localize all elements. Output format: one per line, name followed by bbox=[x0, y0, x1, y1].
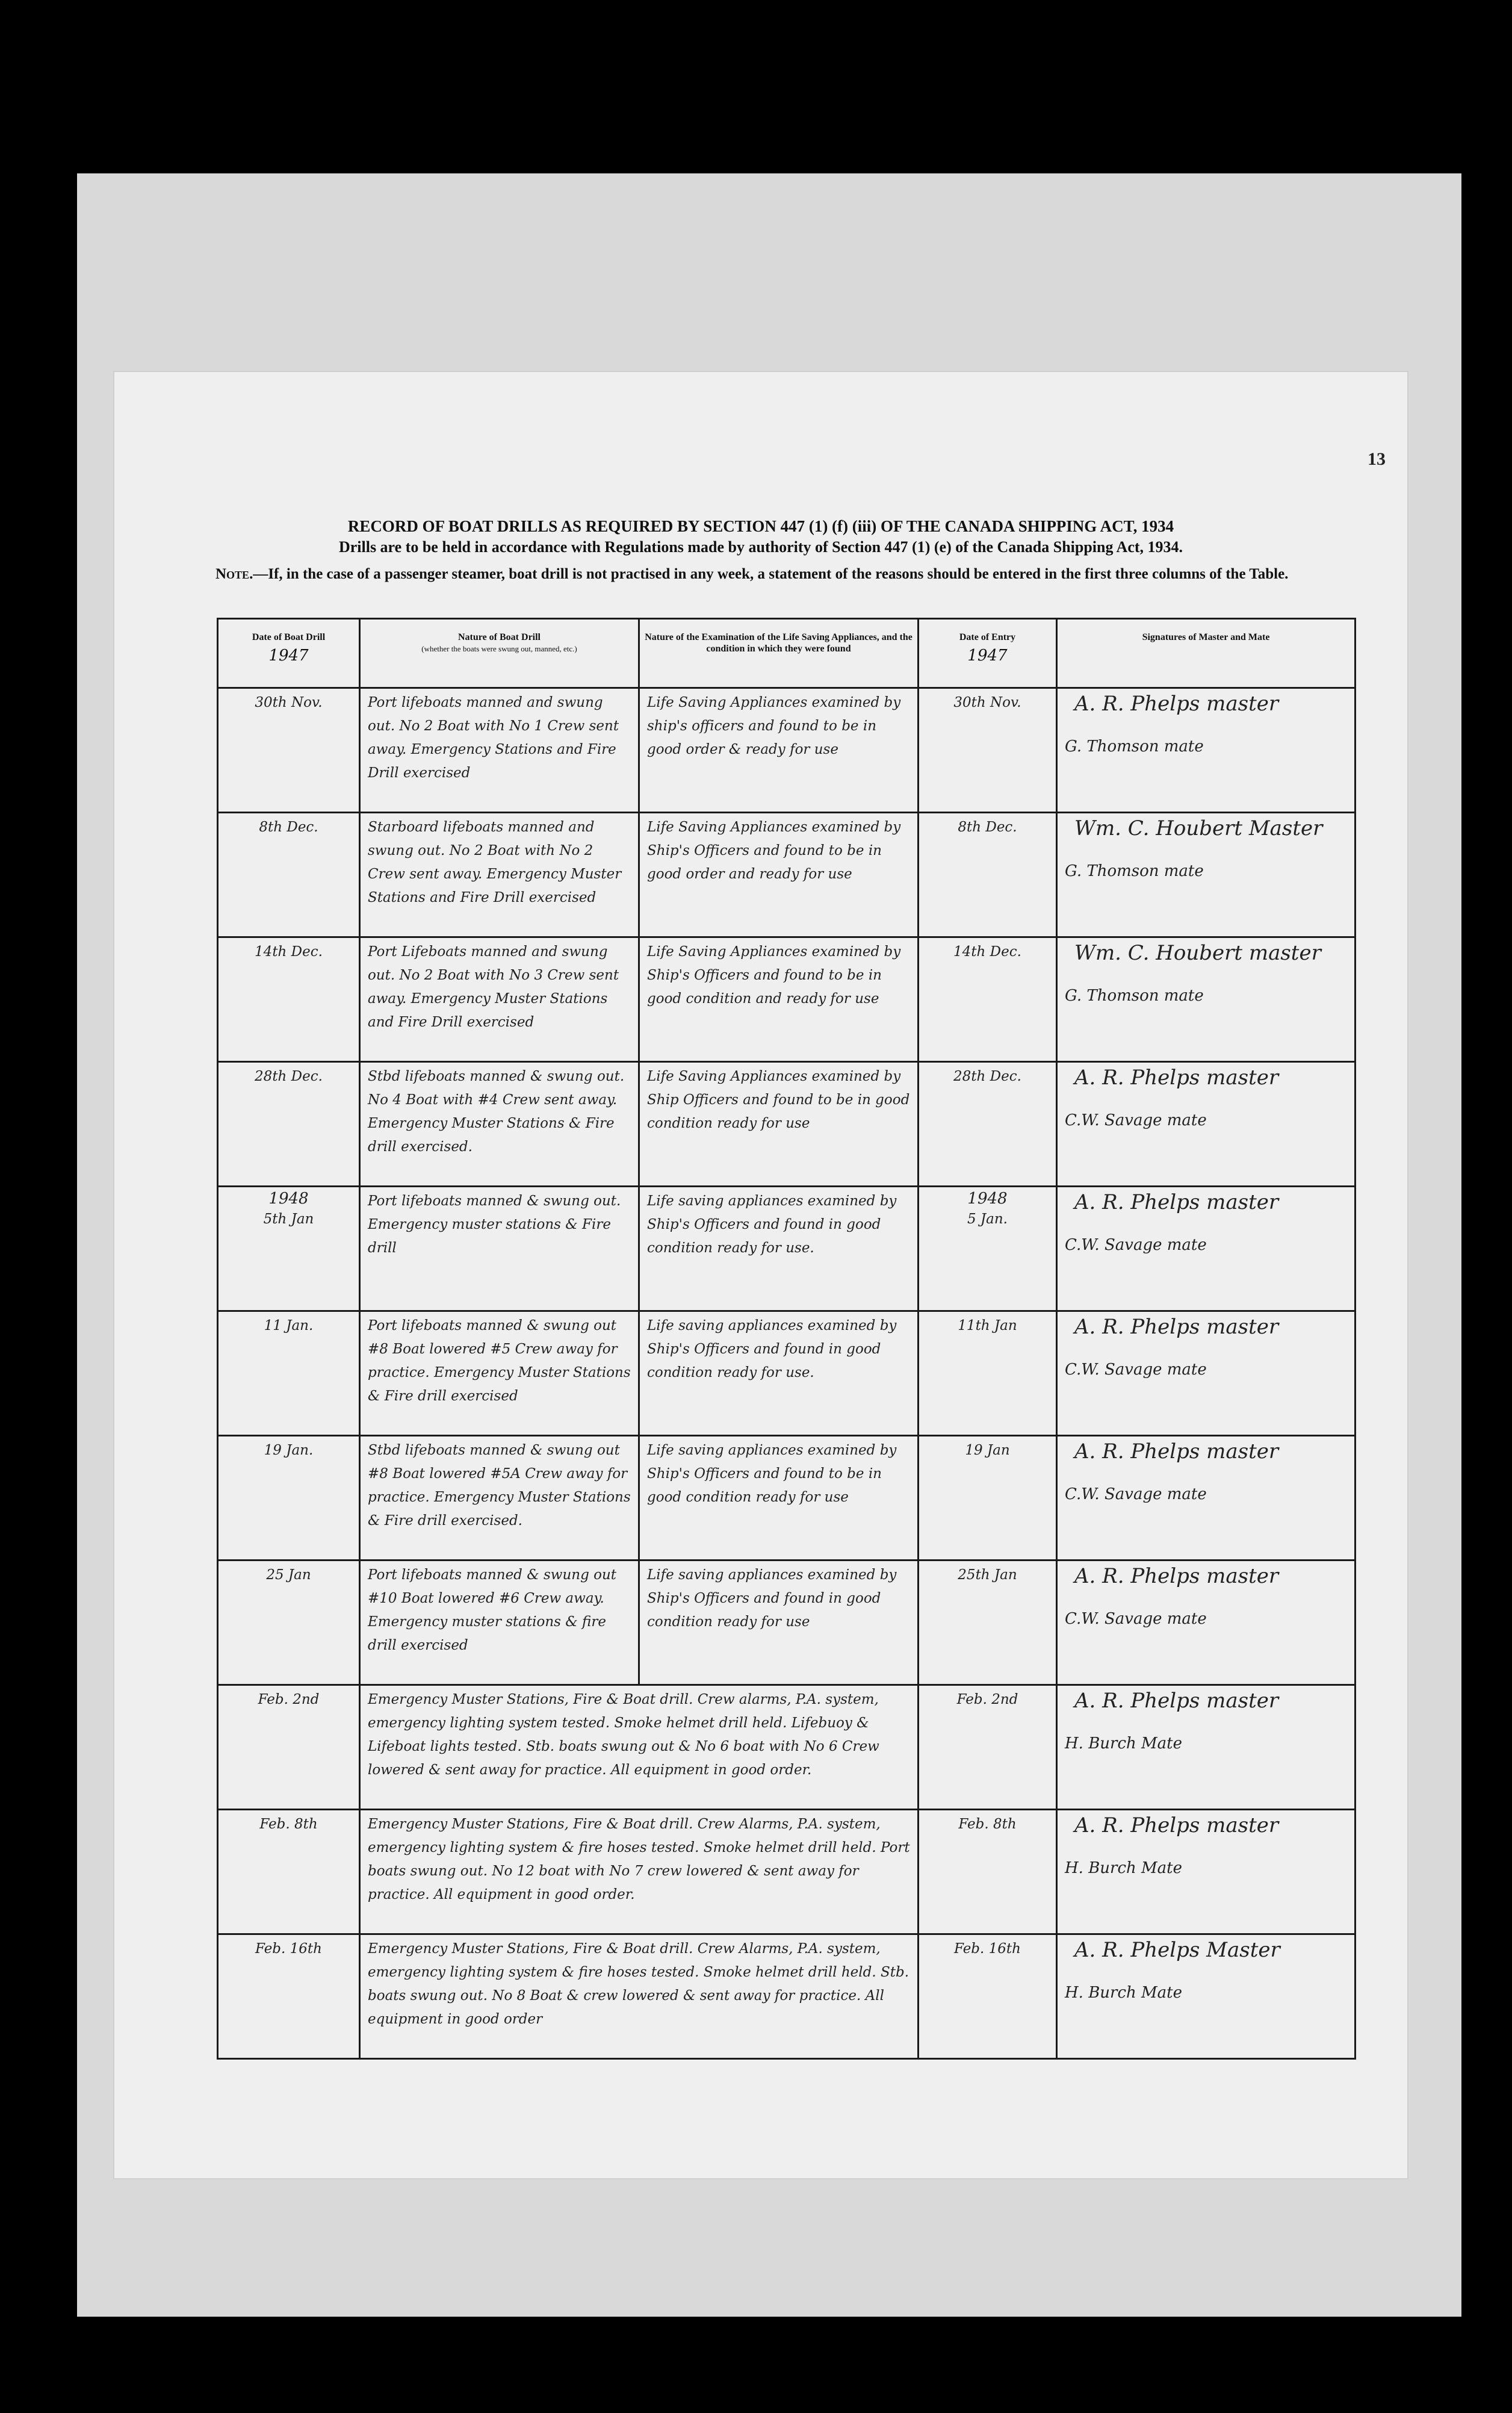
header-date-of-drill-label: Date of Boat Drill bbox=[252, 632, 326, 642]
ledger-page bbox=[114, 372, 1407, 2178]
header-date-of-entry bbox=[919, 619, 1057, 688]
table-row bbox=[218, 1561, 1356, 1685]
examination-note: Life Saving Appliances examined by Ship's Officers and found to be in good order and ready for use bbox=[639, 813, 919, 937]
mate-signature: C.W. Savage mate bbox=[1065, 1485, 1207, 1503]
drill-date: 5th Jan bbox=[263, 1211, 314, 1227]
boat-drill-table bbox=[217, 618, 1356, 2060]
drill-date: 19 Jan. bbox=[218, 1436, 360, 1561]
master-signature: Wm. C. Houbert Master bbox=[1074, 816, 1323, 840]
drill-date-cell bbox=[218, 1187, 360, 1311]
header-year: 1947 bbox=[268, 647, 309, 665]
master-signature: A. R. Phelps master bbox=[1074, 1564, 1279, 1588]
table-row bbox=[218, 688, 1356, 813]
table-header-row bbox=[218, 619, 1356, 688]
header-nature-label: Nature of Boat Drill bbox=[457, 632, 541, 642]
note-text: —If, in the case of a passenger steamer, boat drill is not practised in any week, a statement of the reasons should be entered in the first three columns of the Table. bbox=[253, 566, 1289, 582]
master-signature: A. R. Phelps Master bbox=[1074, 1938, 1280, 1962]
mate-signature: C.W. Savage mate bbox=[1065, 1111, 1207, 1129]
header-signatures-label: Signatures of Master and Mate bbox=[1142, 632, 1270, 642]
mate-signature: H. Burch Mate bbox=[1065, 1984, 1183, 2002]
entry-date: 11th Jan bbox=[919, 1311, 1057, 1436]
drill-nature: Port lifeboats manned and swung out. No 2 Boat with No 1 Crew sent away. Emergency Stations and Fire Drill exercised bbox=[360, 688, 639, 813]
header-nature-sub: (whether the boats were swung out, manned, etc.) bbox=[421, 644, 577, 653]
header-entry-year: 1947 bbox=[967, 647, 1008, 665]
header-examination bbox=[639, 619, 919, 688]
drill-nature: Port lifeboats manned & swung out #8 Boat lowered #5 Crew away for practice. Emergency Muster Stations & Fire drill exercised bbox=[360, 1311, 639, 1436]
header-examination-label: Nature of the Examination of the Life Saving Appliances, and the condition in which they were found bbox=[645, 632, 912, 654]
entry-date-cell bbox=[919, 1187, 1057, 1311]
drill-date: Feb. 8th bbox=[218, 1810, 360, 1934]
drill-date: 11 Jan. bbox=[218, 1311, 360, 1436]
examination-note: Life Saving Appliances examined by ship's officers and found to be in good order & ready for use bbox=[639, 688, 919, 813]
master-signature: A. R. Phelps master bbox=[1074, 1190, 1279, 1214]
signatures-cell bbox=[1057, 1062, 1356, 1187]
master-signature: A. R. Phelps master bbox=[1074, 1813, 1279, 1837]
signatures-cell bbox=[1057, 688, 1356, 813]
master-signature: A. R. Phelps master bbox=[1074, 1439, 1279, 1464]
entry-date: Feb. 2nd bbox=[919, 1685, 1057, 1810]
entry-date: 30th Nov. bbox=[919, 688, 1057, 813]
drill-nature: Stbd lifeboats manned & swung out. No 4 Boat with #4 Crew sent away. Emergency Muster Stations & Fire drill exercised. bbox=[360, 1062, 639, 1187]
header-nature-of-drill bbox=[360, 619, 639, 688]
entry-date: 8th Dec. bbox=[919, 813, 1057, 937]
signatures-cell bbox=[1057, 1436, 1356, 1561]
mate-signature: C.W. Savage mate bbox=[1065, 1236, 1207, 1254]
record-subheading: Drills are to be held in accordance with Regulations made by authority of Section 447 (1) (e) of the Canada Shipping Act, 1934. bbox=[338, 538, 1183, 556]
drill-year: 1948 bbox=[268, 1190, 309, 1208]
master-signature: Wm. C. Houbert master bbox=[1074, 941, 1321, 965]
drill-nature: Port lifeboats manned & swung out #10 Boat lowered #6 Crew away. Emergency muster stations & fire drill exercised bbox=[360, 1561, 639, 1685]
instruction-note bbox=[215, 565, 1371, 584]
examination-note: Life Saving Appliances examined by Ship Officers and found to be in good condition ready for use bbox=[639, 1062, 919, 1187]
signatures-cell bbox=[1057, 813, 1356, 937]
entry-year: 1948 bbox=[967, 1190, 1008, 1208]
entry-date: Feb. 16th bbox=[919, 1934, 1057, 2059]
drill-nature: Emergency Muster Stations, Fire & Boat drill. Crew Alarms, P.A. system, emergency lighting system & fire hoses tested. Smoke helmet drill held. Port boats swung out. No 12 boat with No 7 crew lowered & sent away for practice. All equipment in good order. bbox=[360, 1810, 919, 1934]
examination-note: Life saving appliances examined by Ship's Officers and found in good condition ready for use bbox=[639, 1561, 919, 1685]
header-entry-label: Date of Entry bbox=[959, 632, 1016, 642]
table-row bbox=[218, 1685, 1356, 1810]
drill-date: Feb. 16th bbox=[218, 1934, 360, 2059]
signatures-cell bbox=[1057, 1934, 1356, 2059]
drill-date: 8th Dec. bbox=[218, 813, 360, 937]
table-row bbox=[218, 1311, 1356, 1436]
entry-date: 19 Jan bbox=[919, 1436, 1057, 1561]
drill-date: Feb. 2nd bbox=[218, 1685, 360, 1810]
drill-date: 14th Dec. bbox=[218, 937, 360, 1062]
entry-date: 14th Dec. bbox=[919, 937, 1057, 1062]
master-signature: A. R. Phelps master bbox=[1074, 1066, 1279, 1090]
entry-date: 28th Dec. bbox=[919, 1062, 1057, 1187]
mate-signature: G. Thomson mate bbox=[1065, 987, 1204, 1005]
table-row bbox=[218, 1934, 1356, 2059]
examination-note: Life Saving Appliances examined by Ship's Officers and found to be in good condition and ready for use bbox=[639, 937, 919, 1062]
examination-note: Life saving appliances examined by Ship's Officers and found in good condition ready for use. bbox=[639, 1311, 919, 1436]
header-date-of-drill bbox=[218, 619, 360, 688]
drill-date: 28th Dec. bbox=[218, 1062, 360, 1187]
header-signatures bbox=[1057, 619, 1356, 688]
examination-note: Life saving appliances examined by Ship's Officers and found in good condition ready for use. bbox=[639, 1187, 919, 1311]
drill-nature: Port Lifeboats manned and swung out. No 2 Boat with No 3 Crew sent away. Emergency Muster Stations and Fire Drill exercised bbox=[360, 937, 639, 1062]
mate-signature: H. Burch Mate bbox=[1065, 1859, 1183, 1877]
entry-date: 5 Jan. bbox=[967, 1211, 1008, 1227]
table-row bbox=[218, 813, 1356, 937]
table-row bbox=[218, 937, 1356, 1062]
table-row bbox=[218, 1436, 1356, 1561]
mate-signature: G. Thomson mate bbox=[1065, 738, 1204, 756]
entry-date: Feb. 8th bbox=[919, 1810, 1057, 1934]
mate-signature: H. Burch Mate bbox=[1065, 1734, 1183, 1753]
drill-nature: Stbd lifeboats manned & swung out #8 Boat lowered #5A Crew away for practice. Emergency Muster Stations & Fire drill exercised. bbox=[360, 1436, 639, 1561]
entry-date: 25th Jan bbox=[919, 1561, 1057, 1685]
signatures-cell bbox=[1057, 1311, 1356, 1436]
mate-signature: C.W. Savage mate bbox=[1065, 1361, 1207, 1379]
signatures-cell bbox=[1057, 937, 1356, 1062]
signatures-cell bbox=[1057, 1810, 1356, 1934]
drill-nature: Port lifeboats manned & swung out. Emergency muster stations & Fire drill bbox=[360, 1187, 639, 1311]
page-number: 13 bbox=[1368, 449, 1386, 469]
drill-nature: Emergency Muster Stations, Fire & Boat drill. Crew Alarms, P.A. system, emergency lighting system & fire hoses tested. Smoke helmet drill held. Stb. boats swung out. No 8 Boat & crew lowered & sent away for practice. All equipment in good order bbox=[360, 1934, 919, 2059]
drill-date: 30th Nov. bbox=[218, 688, 360, 813]
examination-note: Life saving appliances examined by Ship's Officers and found to be in good condition ready for use bbox=[639, 1436, 919, 1561]
master-signature: A. R. Phelps master bbox=[1074, 1315, 1279, 1339]
table-row bbox=[218, 1062, 1356, 1187]
drill-nature: Emergency Muster Stations, Fire & Boat drill. Crew alarms, P.A. system, emergency lighting system tested. Smoke helmet drill held. Lifebuoy & Lifeboat lights tested. Stb. boats swung out & No 6 boat with No 6 Crew lowered & sent away for practice. All equipment in good order. bbox=[360, 1685, 919, 1810]
master-signature: A. R. Phelps master bbox=[1074, 692, 1279, 716]
signatures-cell bbox=[1057, 1187, 1356, 1311]
mate-signature: G. Thomson mate bbox=[1065, 862, 1204, 880]
record-heading: RECORD OF BOAT DRILLS AS REQUIRED BY SECTION 447 (1) (f) (iii) OF THE CANADA SHIPPING ACT, 1934 bbox=[347, 517, 1174, 535]
drill-nature: Starboard lifeboats manned and swung out. No 2 Boat with No 2 Crew sent away. Emergency Muster Stations and Fire Drill exercised bbox=[360, 813, 639, 937]
signatures-cell bbox=[1057, 1685, 1356, 1810]
signatures-cell bbox=[1057, 1561, 1356, 1685]
table-row bbox=[218, 1187, 1356, 1311]
mate-signature: C.W. Savage mate bbox=[1065, 1610, 1207, 1628]
master-signature: A. R. Phelps master bbox=[1074, 1689, 1279, 1713]
drill-date: 25 Jan bbox=[218, 1561, 360, 1685]
table-row bbox=[218, 1810, 1356, 1934]
note-label: Note. bbox=[215, 566, 253, 582]
